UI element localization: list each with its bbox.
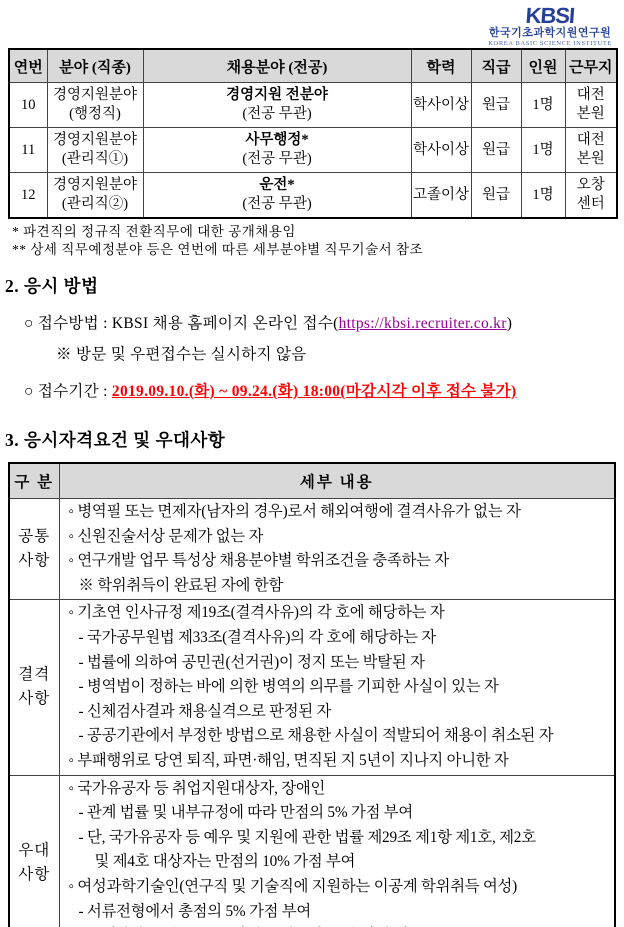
cell-grade: 원급	[471, 128, 521, 173]
cell-major: 운전* (전공 무관)	[143, 173, 411, 219]
cell-education: 학사이상	[411, 128, 471, 173]
job-table-header-row	[9, 49, 617, 83]
section-2-title: 2. 응시 방법	[5, 276, 99, 296]
cell-location: 대전 본원	[565, 83, 617, 128]
table-row-common-requirements	[9, 499, 615, 600]
no-mail-note: ※ 방문 및 우편접수는 실시하지 않음	[56, 346, 307, 363]
detail-line: - 공공기관에서 부정한 방법으로 채용한 사실이 적발되어 채용이 취소된 자	[78, 727, 554, 745]
table-row	[9, 83, 617, 128]
application-method-label: ○ 접수방법 : KBSI 채용 홈페이지 온라인 접수(	[24, 315, 339, 332]
requirements-header-row	[9, 463, 615, 499]
kbsi-org-name-english: KOREA BASIC SCIENCE INSTITUTE	[488, 39, 612, 47]
cell-count: 1명	[521, 173, 565, 219]
header-details: 세부 내용	[59, 463, 615, 499]
header-major: 채용분야 (전공)	[143, 49, 411, 83]
detail-line: ◦ 신원진술서상 문제가 없는 자	[68, 527, 264, 545]
cell-location: 오창 센터	[565, 173, 617, 219]
cell-education: 학사이상	[411, 83, 471, 128]
detail-line: - 단, 국가유공자 등 예우 및 지원에 관한 법률 제29조 제1항 제1호, 제2호	[78, 828, 536, 846]
kbsi-org-name-korean: 한국기초과학지원연구원	[488, 27, 612, 40]
detail-line: - 서류전형에서 총점의 5% 가점 부여	[78, 902, 312, 920]
application-period-value: 2019.09.10.(화) ~ 09.24.(화) 18:00(마감시각 이후 접수 불가)	[111, 383, 517, 400]
application-period-line	[24, 379, 624, 401]
details-common	[59, 499, 615, 600]
cell-grade: 원급	[471, 173, 521, 219]
cell-major: 경영지원 전분야 (전공 무관)	[143, 83, 411, 128]
detail-line: - 법률에 의하여 공민권(선거권)이 정지 또는 박탈된 자	[78, 653, 425, 671]
job-positions-table	[8, 48, 618, 219]
header-grade: 직급	[471, 49, 521, 83]
table-footnotes	[12, 223, 624, 259]
detail-line: ◦ 병역필 또는 면제자(남자의 경우)로서 해외여행에 결격사유가 없는 자	[68, 503, 521, 520]
detail-line: - 국가공무원법 제33조(결격사유)의 각 호에 해당하는 자	[78, 628, 436, 646]
category-disqualification: 결격 사항	[9, 600, 59, 775]
details-preference	[59, 775, 615, 927]
section-3-title: 3. 응시자격요건 및 우대사항	[5, 430, 226, 450]
detail-line: ◦ 기초연 인사규정 제19조(결격사유)의 각 호에 해당하는 자	[68, 604, 445, 622]
application-period-label: ○ 접수기간 :	[24, 383, 112, 400]
header-education: 학력	[411, 49, 471, 83]
table-row	[9, 173, 617, 219]
header-field: 분야 (직종)	[47, 49, 143, 83]
requirements-table	[8, 462, 616, 927]
header-category: 구 분	[9, 463, 59, 499]
footnote-1: * 파견직의 정규직 전환직무에 대한 공개채용임	[12, 224, 296, 239]
footnote-2: ** 상세 직무예정분야 등은 연번에 따른 세부분야별 직무기술서 참조	[12, 242, 424, 257]
cell-count: 1명	[521, 83, 565, 128]
detail-line: - 관계 법률 및 내부규정에 따라 만점의 5% 가점 부여	[78, 804, 413, 822]
header-serial: 연번	[9, 49, 47, 83]
header-location: 근무지	[565, 49, 617, 83]
category-preference: 우대 사항	[9, 775, 59, 927]
header-count: 인원	[521, 49, 565, 83]
cell-field: 경영지원분야 (관리직①)	[47, 128, 143, 173]
cell-education: 고졸이상	[411, 173, 471, 219]
cell-location: 대전 본원	[565, 128, 617, 173]
cell-major: 사무행정* (전공 무관)	[143, 128, 411, 173]
table-row-preferences	[9, 775, 615, 927]
cell-serial: 11	[9, 128, 47, 173]
cell-field: 경영지원분야 (관리직②)	[47, 173, 143, 219]
detail-line: 및 제4호 대상자는 만점의 10% 가점 부여	[94, 853, 356, 871]
cell-field: 경영지원분야 (행정직)	[47, 83, 143, 128]
detail-line: ※ 학위취득이 완료된 자에 한함	[78, 576, 284, 594]
kbsi-logo-mark: KBSI	[524, 3, 576, 28]
recruiter-url-link[interactable]: https://kbsi.recruiter.co.kr	[338, 315, 507, 332]
detail-line: ◦ 부패행위로 당연 퇴직, 파면·해임, 면직된 지 5년이 지나지 아니한 자	[68, 751, 509, 769]
category-common: 공통 사항	[9, 499, 59, 600]
detail-line: - 병역법이 정하는 바에 의한 병역의 의무를 기피한 사실이 있는 자	[78, 678, 499, 696]
table-row	[9, 128, 617, 173]
application-method-suffix: )	[506, 315, 513, 332]
kbsi-logo	[488, 4, 612, 47]
details-disqualification	[59, 600, 615, 775]
cell-count: 1명	[521, 128, 565, 173]
cell-grade: 원급	[471, 83, 521, 128]
detail-line: - 신체검사결과 채용실격으로 판정된 자	[78, 702, 332, 720]
cell-serial: 10	[9, 83, 47, 128]
application-method-line	[24, 311, 624, 333]
table-row-disqualifications	[9, 600, 615, 775]
cell-serial: 12	[9, 173, 47, 219]
detail-line: ◦ 여성과학기술인(연구직 및 기술직에 지원하는 이공계 학위취득 여성)	[68, 877, 518, 895]
detail-line: ◦ 국가유공자 등 취업지원대상자, 장애인	[68, 779, 326, 797]
detail-line: ◦ 연구개발 업무 특성상 채용분야별 학위조건을 충족하는 자	[68, 552, 449, 570]
